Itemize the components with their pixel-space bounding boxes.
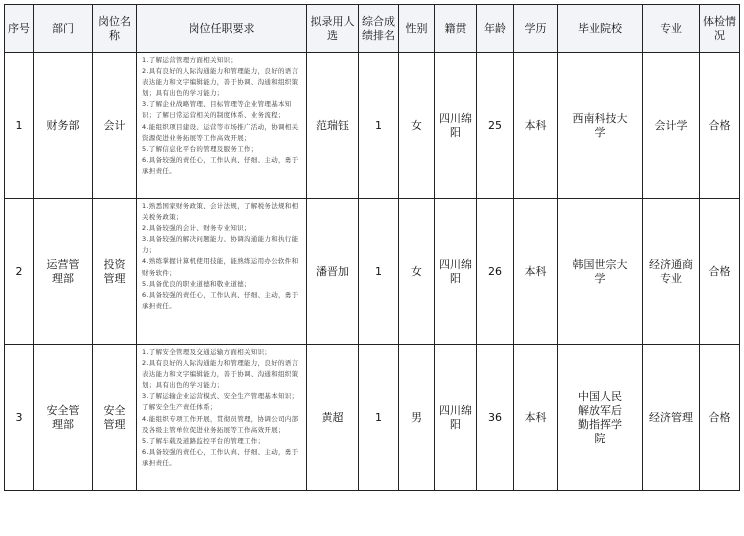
requirement-item: 1.了解运营管理方面相关知识； xyxy=(142,56,238,64)
requirement-item: 4.熟练掌握计算机使用技能，能熟练运用办公软件和财务软件； xyxy=(142,257,299,277)
header-row xyxy=(5,5,740,53)
cell-rank: 1 xyxy=(359,199,399,345)
cell-age: 36 xyxy=(477,345,514,491)
school-text: 西南科技大学 xyxy=(572,111,628,139)
requirement-item: 5.了解车载及道路监控平台的管理工作； xyxy=(142,436,265,445)
cell-gender: 男 xyxy=(399,345,435,491)
cell-dept xyxy=(34,199,93,345)
cell-education: 本科 xyxy=(514,53,558,199)
cell-age: 26 xyxy=(477,199,514,345)
requirement-item: 2.具有良好的人际沟通能力和管理能力，良好的语言表达能力和文字编辑能力，善于协调、沟通和组织策划；具有出色的学习能力； xyxy=(142,67,299,98)
post-text: 安全管理 xyxy=(103,403,126,431)
dept-text: 安全管理部 xyxy=(46,403,80,431)
cell-major xyxy=(643,53,700,199)
requirement-item: 1.了解安全管理及交通运输方面相关知识； xyxy=(142,348,272,356)
school-text: 中国人民解放军后勤指挥学院 xyxy=(578,389,622,445)
origin-text: 四川绵阳 xyxy=(439,111,472,139)
requirement-item: 6.具备较强的责任心，工作认真、仔细、主动，勇于承担责任。 xyxy=(142,290,299,310)
origin-text: 四川绵阳 xyxy=(439,403,472,431)
cell-seq: 3 xyxy=(5,345,34,491)
cell-school xyxy=(558,53,643,199)
school-text: 韩国世宗大学 xyxy=(572,257,628,285)
header-school: 毕业院校 xyxy=(558,5,643,53)
header-origin: 籍贯 xyxy=(435,5,477,53)
header-exam: 体检情况 xyxy=(700,5,740,53)
hiring-table xyxy=(4,4,740,491)
cell-post xyxy=(93,345,137,491)
requirement-item: 4.能组织专项工作开展，贯彻员管理，协调公司内部及各级主管单位促进业务拓展等工作高效开展； xyxy=(142,414,299,434)
cell-gender: 女 xyxy=(399,199,435,345)
cell-person: 潘晋加 xyxy=(307,199,359,345)
header-seq: 序号 xyxy=(5,5,34,53)
header-major: 专业 xyxy=(643,5,700,53)
table-row xyxy=(5,345,740,491)
header-rank: 综合成绩排名 xyxy=(359,5,399,53)
post-text: 会计 xyxy=(103,118,126,132)
cell-person: 范瑞钰 xyxy=(307,53,359,199)
cell-major xyxy=(643,345,700,491)
requirement-item: 2.具有良好的人际沟通能力和管理能力，良好的语言表达能力和文字编辑能力，善于协调、沟通和组织策划；具有出色的学习能力； xyxy=(142,359,299,390)
cell-dept xyxy=(34,53,93,199)
requirement-item: 5.具备优良的职业道德和敬业道德； xyxy=(142,279,251,288)
cell-requirements xyxy=(137,345,307,491)
cell-requirements xyxy=(137,53,307,199)
cell-person: 黄超 xyxy=(307,345,359,491)
requirement-item: 2.具备较强的会计、财务专业知识； xyxy=(142,224,251,233)
major-text: 经济通商专业 xyxy=(649,257,693,285)
cell-origin xyxy=(435,199,477,345)
cell-dept xyxy=(34,345,93,491)
cell-exam: 合格 xyxy=(700,53,740,199)
dept-text: 运营管理部 xyxy=(46,257,80,285)
cell-school xyxy=(558,345,643,491)
major-text: 会计学 xyxy=(654,118,688,132)
header-person: 拟录用人选 xyxy=(307,5,359,53)
cell-school xyxy=(558,199,643,345)
cell-post xyxy=(93,199,137,345)
cell-rank: 1 xyxy=(359,345,399,491)
requirement-item: 5.了解信息化平台的管理及服务工作； xyxy=(142,144,258,153)
requirement-item: 1.熟悉国家财务政策、会计法规，了解税务法规和相关税务政策； xyxy=(142,202,299,222)
cell-major xyxy=(643,199,700,345)
table-row xyxy=(5,53,740,199)
table-row xyxy=(5,199,740,345)
cell-exam: 合格 xyxy=(700,199,740,345)
cell-education: 本科 xyxy=(514,199,558,345)
requirement-item: 6.具备较强的责任心，工作认真、仔细、主动，勇于承担责任。 xyxy=(142,155,299,175)
post-text: 投资管理 xyxy=(103,257,126,285)
cell-post xyxy=(93,53,137,199)
cell-origin xyxy=(435,53,477,199)
cell-seq: 1 xyxy=(5,53,34,199)
cell-gender: 女 xyxy=(399,53,435,199)
header-post: 岗位名称 xyxy=(93,5,137,53)
origin-text: 四川绵阳 xyxy=(439,257,472,285)
cell-origin xyxy=(435,345,477,491)
requirement-item: 3.了解企业战略管理、目标管理等企业管理基本知识；了解日常运营相关的制度体系、业务流程； xyxy=(142,100,292,120)
requirement-item: 3.具备较强的解决问题能力、协调沟通能力和执行能力； xyxy=(142,235,299,255)
cell-seq: 2 xyxy=(5,199,34,345)
dept-text: 财务部 xyxy=(46,118,80,132)
cell-age: 25 xyxy=(477,53,514,199)
header-dept: 部门 xyxy=(34,5,93,53)
header-education: 学历 xyxy=(514,5,558,53)
cell-exam: 合格 xyxy=(700,345,740,491)
header-requirements: 岗位任职要求 xyxy=(137,5,307,53)
header-gender: 性别 xyxy=(399,5,435,53)
requirement-item: 4.能组织项目建设、运营等市场推广活动，协调相关资源促进业务拓展等工作高效开展； xyxy=(142,122,299,142)
requirement-item: 3.了解运输企业运营模式、安全生产管理基本知识；了解安全生产责任体系； xyxy=(142,392,299,412)
requirement-item: 6.具备较强的责任心，工作认真、仔细、主动，勇于承担责任。 xyxy=(142,447,299,467)
cell-education: 本科 xyxy=(514,345,558,491)
major-text: 经济管理 xyxy=(649,410,693,424)
header-age: 年龄 xyxy=(477,5,514,53)
cell-requirements xyxy=(137,199,307,345)
cell-rank: 1 xyxy=(359,53,399,199)
